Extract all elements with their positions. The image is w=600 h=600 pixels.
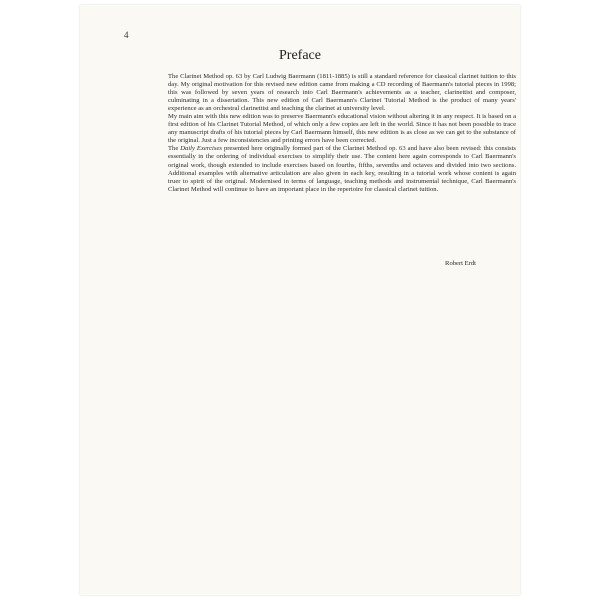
page-title: Preface [279, 48, 321, 63]
daily-exercises-title: Daily Exercises [180, 145, 222, 153]
preface-body [168, 73, 516, 194]
page-number: 4 [124, 30, 129, 40]
paragraph-3-text: presented here originally formed part of the Clarinet Method op. 63 and have also been revised: this consists essentially in the ordering of individual exercises to simplify their use. The content here again corresponds to Carl Baermann's original work, though extended to include exercises based on fourths, fifths, sevenths and octaves and divided into two sections. Additional examples with alternative articulation are also given in each key, resulting in a tutorial work whose content is again truer to spirit of the original. Modernised in terms of language, teaching methods and instrumental technique, Carl Baermann's Clarinet Method will continue to have an important place in the repertoire for classical clarinet tuition. [168, 145, 516, 193]
document-page [80, 5, 520, 595]
paragraph-1-text: The Clarinet Method op. 63 by Carl Ludwig Baermann (1811-1885) is still a standard reference for classical clarinet tuition to this day. My original motivation for this revised new edition came from making a CD recording of Baermann's tutorial pieces in 1998; this was followed by seven years of research into Carl Baermann's achievements as a teacher, clarinettist and composer, culminating in a dissertation. This new edition of Carl Baermann's Clarinet Tutorial Method is the product of many years' experience as an orchestral clarinettist and teaching the clarinet at university level. [168, 73, 516, 113]
paragraph-2-text: My main aim with this new edition was to preserve Baermann's educational vision without altering it in any respect. It is based on a first edition of his Clarinet Tutorial Method, of which only a few copies are left in the world. Since it has not been possible to trace any manuscript drafts of his tutorial pieces by Carl Baermann himself, this new edition is as close as we can get to the substance of the original. Just a few inconsistencies and printing errors have been corrected. [168, 113, 516, 145]
paragraph-3 [168, 145, 516, 193]
paragraph-2 [168, 113, 516, 145]
paragraph-3-lead: The [168, 145, 181, 153]
author-signature: Robert Erdt [445, 260, 476, 267]
paragraph-1 [168, 73, 516, 113]
